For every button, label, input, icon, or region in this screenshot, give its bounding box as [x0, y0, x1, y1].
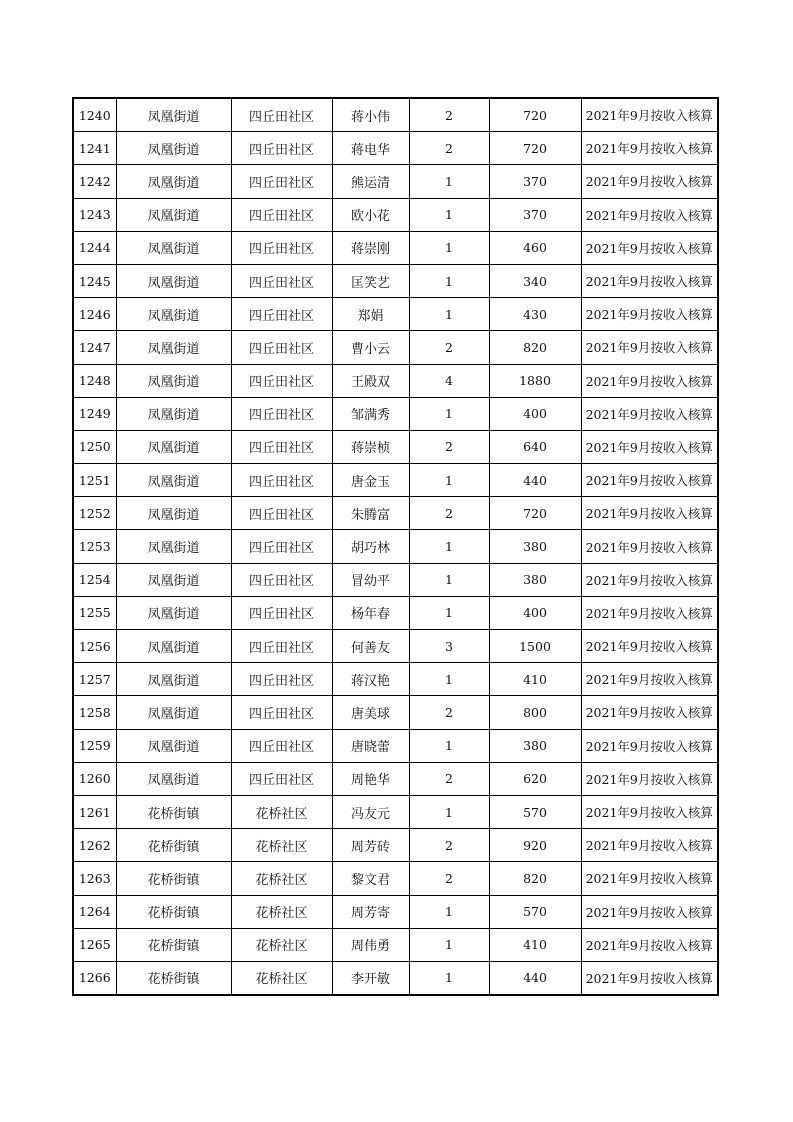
cell-community: 四丘田社区 [231, 696, 332, 729]
cell-household-size: 1 [409, 928, 489, 961]
cell-amount: 570 [489, 795, 581, 828]
cell-recipient-name: 何善友 [332, 630, 409, 663]
cell-community: 四丘田社区 [231, 729, 332, 762]
cell-note: 2021年9月按收入核算 [581, 895, 718, 928]
table-row [73, 132, 718, 165]
table-row [73, 928, 718, 961]
cell-serial-number: 1257 [73, 663, 116, 696]
cell-street: 花桥街镇 [116, 862, 231, 895]
table-row [73, 729, 718, 762]
cell-serial-number: 1260 [73, 762, 116, 795]
cell-household-size: 1 [409, 231, 489, 264]
cell-recipient-name: 周伟勇 [332, 928, 409, 961]
cell-recipient-name: 邹满秀 [332, 397, 409, 430]
cell-community: 花桥社区 [231, 829, 332, 862]
cell-street: 花桥街镇 [116, 795, 231, 828]
cell-amount: 380 [489, 530, 581, 563]
table-row [73, 762, 718, 795]
cell-community: 四丘田社区 [231, 464, 332, 497]
cell-household-size: 1 [409, 298, 489, 331]
cell-community: 花桥社区 [231, 895, 332, 928]
cell-serial-number: 1265 [73, 928, 116, 961]
table-row [73, 98, 718, 132]
cell-community: 四丘田社区 [231, 298, 332, 331]
cell-street: 凤凰街道 [116, 464, 231, 497]
cell-recipient-name: 曹小云 [332, 331, 409, 364]
cell-household-size: 1 [409, 563, 489, 596]
cell-amount: 440 [489, 464, 581, 497]
cell-note: 2021年9月按收入核算 [581, 464, 718, 497]
cell-serial-number: 1240 [73, 98, 116, 132]
cell-serial-number: 1249 [73, 397, 116, 430]
cell-community: 四丘田社区 [231, 762, 332, 795]
cell-community: 四丘田社区 [231, 331, 332, 364]
cell-household-size: 1 [409, 165, 489, 198]
cell-street: 凤凰街道 [116, 663, 231, 696]
cell-community: 四丘田社区 [231, 165, 332, 198]
cell-street: 凤凰街道 [116, 132, 231, 165]
cell-household-size: 1 [409, 264, 489, 297]
table-row [73, 298, 718, 331]
cell-street: 花桥街镇 [116, 928, 231, 961]
cell-household-size: 1 [409, 397, 489, 430]
cell-recipient-name: 熊运清 [332, 165, 409, 198]
cell-community: 花桥社区 [231, 928, 332, 961]
cell-community: 四丘田社区 [231, 530, 332, 563]
cell-household-size: 2 [409, 829, 489, 862]
cell-note: 2021年9月按收入核算 [581, 961, 718, 995]
cell-note: 2021年9月按收入核算 [581, 397, 718, 430]
cell-street: 凤凰街道 [116, 331, 231, 364]
cell-household-size: 1 [409, 663, 489, 696]
cell-amount: 820 [489, 862, 581, 895]
cell-household-size: 2 [409, 497, 489, 530]
table-row [73, 430, 718, 463]
cell-street: 凤凰街道 [116, 165, 231, 198]
cell-street: 花桥街镇 [116, 895, 231, 928]
cell-serial-number: 1243 [73, 198, 116, 231]
cell-recipient-name: 蒋小伟 [332, 98, 409, 132]
cell-amount: 720 [489, 132, 581, 165]
cell-street: 凤凰街道 [116, 596, 231, 629]
cell-household-size: 2 [409, 132, 489, 165]
cell-amount: 460 [489, 231, 581, 264]
cell-recipient-name: 匡笑艺 [332, 264, 409, 297]
cell-note: 2021年9月按收入核算 [581, 530, 718, 563]
cell-serial-number: 1246 [73, 298, 116, 331]
cell-recipient-name: 周芳砖 [332, 829, 409, 862]
cell-community: 四丘田社区 [231, 231, 332, 264]
table-row [73, 165, 718, 198]
cell-recipient-name: 唐美球 [332, 696, 409, 729]
cell-street: 凤凰街道 [116, 298, 231, 331]
cell-household-size: 1 [409, 961, 489, 995]
cell-amount: 720 [489, 497, 581, 530]
cell-note: 2021年9月按收入核算 [581, 663, 718, 696]
cell-community: 四丘田社区 [231, 630, 332, 663]
cell-street: 凤凰街道 [116, 264, 231, 297]
cell-household-size: 1 [409, 729, 489, 762]
table-row [73, 663, 718, 696]
cell-serial-number: 1255 [73, 596, 116, 629]
cell-street: 凤凰街道 [116, 430, 231, 463]
table-row [73, 464, 718, 497]
cell-amount: 820 [489, 331, 581, 364]
cell-street: 花桥街镇 [116, 961, 231, 995]
cell-community: 四丘田社区 [231, 430, 332, 463]
table-row [73, 630, 718, 663]
cell-household-size: 2 [409, 430, 489, 463]
assistance-table [72, 97, 719, 996]
table-row [73, 231, 718, 264]
cell-amount: 410 [489, 663, 581, 696]
table-row [73, 862, 718, 895]
table-row [73, 264, 718, 297]
cell-serial-number: 1253 [73, 530, 116, 563]
table-row [73, 795, 718, 828]
cell-street: 凤凰街道 [116, 630, 231, 663]
cell-household-size: 1 [409, 530, 489, 563]
cell-community: 四丘田社区 [231, 364, 332, 397]
cell-recipient-name: 欧小花 [332, 198, 409, 231]
cell-note: 2021年9月按收入核算 [581, 762, 718, 795]
cell-note: 2021年9月按收入核算 [581, 795, 718, 828]
table-row [73, 563, 718, 596]
cell-recipient-name: 周艳华 [332, 762, 409, 795]
cell-serial-number: 1266 [73, 961, 116, 995]
table-row [73, 198, 718, 231]
cell-amount: 620 [489, 762, 581, 795]
cell-recipient-name: 冒幼平 [332, 563, 409, 596]
cell-note: 2021年9月按收入核算 [581, 198, 718, 231]
cell-serial-number: 1263 [73, 862, 116, 895]
cell-street: 凤凰街道 [116, 198, 231, 231]
cell-note: 2021年9月按收入核算 [581, 829, 718, 862]
cell-street: 凤凰街道 [116, 231, 231, 264]
cell-household-size: 1 [409, 795, 489, 828]
cell-street: 凤凰街道 [116, 397, 231, 430]
cell-community: 花桥社区 [231, 862, 332, 895]
cell-amount: 370 [489, 198, 581, 231]
cell-recipient-name: 蒋汉艳 [332, 663, 409, 696]
cell-household-size: 2 [409, 862, 489, 895]
cell-serial-number: 1244 [73, 231, 116, 264]
cell-household-size: 1 [409, 596, 489, 629]
cell-note: 2021年9月按收入核算 [581, 98, 718, 132]
cell-amount: 920 [489, 829, 581, 862]
cell-household-size: 2 [409, 696, 489, 729]
cell-amount: 440 [489, 961, 581, 995]
cell-household-size: 1 [409, 895, 489, 928]
cell-street: 凤凰街道 [116, 530, 231, 563]
cell-amount: 370 [489, 165, 581, 198]
cell-recipient-name: 冯友元 [332, 795, 409, 828]
cell-community: 四丘田社区 [231, 132, 332, 165]
cell-note: 2021年9月按收入核算 [581, 298, 718, 331]
cell-note: 2021年9月按收入核算 [581, 430, 718, 463]
table-row [73, 696, 718, 729]
cell-amount: 410 [489, 928, 581, 961]
table-row [73, 397, 718, 430]
cell-recipient-name: 蒋崇刚 [332, 231, 409, 264]
cell-note: 2021年9月按收入核算 [581, 264, 718, 297]
cell-serial-number: 1250 [73, 430, 116, 463]
cell-amount: 380 [489, 729, 581, 762]
cell-recipient-name: 王殿双 [332, 364, 409, 397]
cell-recipient-name: 郑娟 [332, 298, 409, 331]
cell-serial-number: 1258 [73, 696, 116, 729]
cell-note: 2021年9月按收入核算 [581, 132, 718, 165]
cell-serial-number: 1262 [73, 829, 116, 862]
cell-note: 2021年9月按收入核算 [581, 729, 718, 762]
cell-community: 四丘田社区 [231, 663, 332, 696]
table-row [73, 497, 718, 530]
cell-street: 凤凰街道 [116, 497, 231, 530]
cell-note: 2021年9月按收入核算 [581, 231, 718, 264]
cell-serial-number: 1254 [73, 563, 116, 596]
cell-recipient-name: 朱腾富 [332, 497, 409, 530]
cell-household-size: 2 [409, 331, 489, 364]
cell-note: 2021年9月按收入核算 [581, 596, 718, 629]
cell-street: 凤凰街道 [116, 98, 231, 132]
cell-community: 四丘田社区 [231, 198, 332, 231]
table-row [73, 895, 718, 928]
table-row [73, 331, 718, 364]
cell-street: 花桥街镇 [116, 829, 231, 862]
cell-household-size: 3 [409, 630, 489, 663]
cell-recipient-name: 唐晓蕾 [332, 729, 409, 762]
cell-amount: 720 [489, 98, 581, 132]
cell-street: 凤凰街道 [116, 364, 231, 397]
cell-recipient-name: 胡巧林 [332, 530, 409, 563]
cell-amount: 1500 [489, 630, 581, 663]
cell-serial-number: 1256 [73, 630, 116, 663]
cell-recipient-name: 唐金玉 [332, 464, 409, 497]
cell-serial-number: 1259 [73, 729, 116, 762]
cell-household-size: 1 [409, 464, 489, 497]
cell-recipient-name: 杨年春 [332, 596, 409, 629]
cell-community: 四丘田社区 [231, 497, 332, 530]
cell-serial-number: 1242 [73, 165, 116, 198]
cell-amount: 430 [489, 298, 581, 331]
cell-recipient-name: 蒋电华 [332, 132, 409, 165]
table-row [73, 829, 718, 862]
cell-household-size: 1 [409, 198, 489, 231]
cell-note: 2021年9月按收入核算 [581, 563, 718, 596]
cell-community: 花桥社区 [231, 795, 332, 828]
table-row [73, 596, 718, 629]
cell-serial-number: 1261 [73, 795, 116, 828]
cell-amount: 570 [489, 895, 581, 928]
table-row [73, 961, 718, 995]
cell-note: 2021年9月按收入核算 [581, 630, 718, 663]
table-row [73, 364, 718, 397]
cell-amount: 400 [489, 596, 581, 629]
cell-community: 花桥社区 [231, 961, 332, 995]
cell-community: 四丘田社区 [231, 397, 332, 430]
cell-street: 凤凰街道 [116, 762, 231, 795]
cell-note: 2021年9月按收入核算 [581, 165, 718, 198]
cell-community: 四丘田社区 [231, 596, 332, 629]
cell-amount: 340 [489, 264, 581, 297]
cell-household-size: 4 [409, 364, 489, 397]
cell-street: 凤凰街道 [116, 729, 231, 762]
cell-serial-number: 1245 [73, 264, 116, 297]
cell-amount: 800 [489, 696, 581, 729]
cell-serial-number: 1264 [73, 895, 116, 928]
cell-amount: 1880 [489, 364, 581, 397]
cell-community: 四丘田社区 [231, 563, 332, 596]
cell-street: 凤凰街道 [116, 563, 231, 596]
cell-note: 2021年9月按收入核算 [581, 862, 718, 895]
cell-street: 凤凰街道 [116, 696, 231, 729]
cell-recipient-name: 李开敏 [332, 961, 409, 995]
cell-note: 2021年9月按收入核算 [581, 364, 718, 397]
cell-community: 四丘田社区 [231, 98, 332, 132]
cell-serial-number: 1247 [73, 331, 116, 364]
cell-serial-number: 1241 [73, 132, 116, 165]
cell-serial-number: 1251 [73, 464, 116, 497]
cell-community: 四丘田社区 [231, 264, 332, 297]
table-row [73, 530, 718, 563]
cell-recipient-name: 周芳寄 [332, 895, 409, 928]
cell-household-size: 2 [409, 762, 489, 795]
cell-serial-number: 1252 [73, 497, 116, 530]
cell-note: 2021年9月按收入核算 [581, 331, 718, 364]
cell-serial-number: 1248 [73, 364, 116, 397]
cell-note: 2021年9月按收入核算 [581, 497, 718, 530]
table-body [73, 98, 718, 995]
cell-note: 2021年9月按收入核算 [581, 928, 718, 961]
cell-recipient-name: 蒋崇桢 [332, 430, 409, 463]
cell-recipient-name: 黎文君 [332, 862, 409, 895]
cell-household-size: 2 [409, 98, 489, 132]
cell-note: 2021年9月按收入核算 [581, 696, 718, 729]
cell-amount: 380 [489, 563, 581, 596]
cell-amount: 400 [489, 397, 581, 430]
cell-amount: 640 [489, 430, 581, 463]
